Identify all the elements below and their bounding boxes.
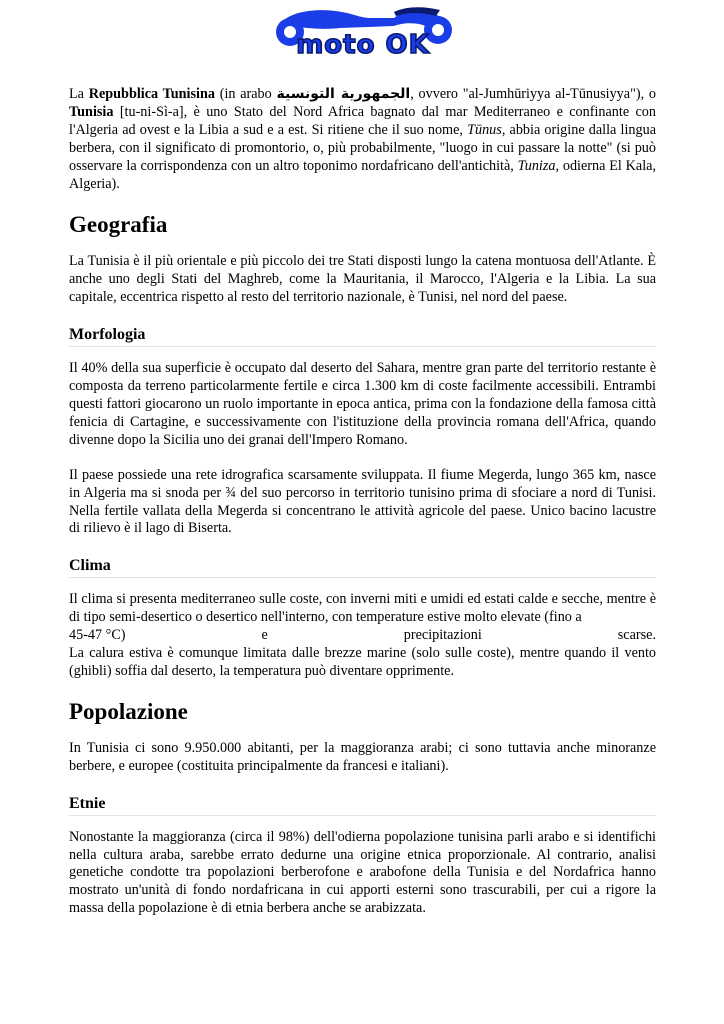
intro-paragraph: La Repubblica Tunisina (in arabo الجمهورية التونسية, ovvero "al-Jumhūriyya al-Tūnusiyya"), o Tunisia [tu-ni-Sì-a], è uno Stato del Nord Africa bagnato dal mar Mediterraneo e confinante con l'Algeria ad ovest e la Libia a sud e a est. Si ritiene che il suo nome, Tūnus, abbia origine dalla lingua berbera, con il significato di promontorio, o, più probabilmente, "luogo in cui passare la notte" (si può osservare la corrispondenza con un altro toponimo nordafricano dell'antichità, Tuniza, odierna El Kala, Algeria). [69, 86, 656, 192]
geografia-paragraph: La Tunisia è il più orientale e più piccolo dei tre Stati disposti lungo la catena montuosa dell'Atlante. È anche uno degli Stati del Maghreb, come la Mauritania, il Marocco, l'Algeria e la Libia. La sua capitale, eccentrica rispetto al resto del territorio nazionale, è Tunisi, nel nord del paese. [69, 253, 656, 306]
article-body [69, 86, 656, 918]
heading-etnie: Etnie [69, 793, 656, 816]
moto-ok-logo [244, 6, 482, 58]
clima-block [69, 591, 656, 681]
popolazione-paragraph: In Tunisia ci sono 9.950.000 abitanti, per la maggioranza arabi; ci sono tuttavia anche minoranze berbere, e europee (costituita principalmente da francesi e italiani). [69, 739, 656, 774]
heading-clima: Clima [69, 555, 656, 578]
etnie-paragraph: Nonostante la maggioranza (circa il 98%) dell'odierna popolazione tunisina parli arabo e si identifichi nella cultura araba, sarebbe errato dedurne una origine etnica proporzionale. Al contrario, analisi genetiche condotte tra popolazioni berberofone e arabofone della Tunisia e del Nordafrica hanno mostrato un'unità di fondo nordafricana in cui apporti esterni sono trascurabili, per cui a rigore la massa della popolazione è di etnia berbera anche se arabizzata. [69, 828, 656, 917]
tunus-italic: Tūnus [467, 121, 502, 138]
clima-paragraph-1: Il clima si presenta mediterraneo sulle coste, con inverni miti e umidi ed estati calde e secche, mentre è di tipo semi-desertico o desertico nell'interno, con temperature estive molto elevate (fino a [69, 591, 656, 626]
clima-paragraph-2: La calura estiva è comunque limitata dalle brezze marine (solo sulle coste), mentre quando il vento (ghibli) soffia dal deserto, la temperatura può diventare opprimente. [69, 645, 656, 679]
morfologia-paragraph-1: Il 40% della sua superficie è occupato dal deserto del Sahara, mentre gran parte del territorio restante è composta da terreno particolarmente fertile e circa 1.300 km di coste facilmente accessibili. Entrambi questi fattori giocarono un ruolo importante in epoca antica, prima con la fondazione della famosa città fenicia di Cartagine, e successivamente con l'istituzione della provincia romana dell'Africa, quando divenne dopo la Sicilia uno dei granai dell'Impero Romano. [69, 360, 656, 448]
tunisia-bold: Tunisia [69, 103, 114, 120]
logo-text: moto OK [296, 30, 430, 58]
tuniza-italic: Tuniza [517, 157, 556, 174]
arabic-name: الجمهورية التونسية [276, 86, 411, 102]
heading-geografia: Geografia [69, 212, 168, 238]
morfologia-paragraph-2: Il paese possiede una rete idrografica scarsamente sviluppata. Il fiume Megerda, lungo 365 km, nasce in Algeria ma si snoda per ¾ del suo percorso in territorio tunisino prima di sfociare a nord di Tunisi. Nella fertile vallata della Megerda si concentrano le attività agricole del paese. Unico bacino lacustre di rilievo è il lago di Biserta. [69, 466, 656, 537]
clima-justified-line: 45-47 °C) e precipitazioni scarse. [69, 627, 656, 644]
country-name-bold: Repubblica Tunisina [88, 86, 215, 102]
heading-morfologia: Morfologia [69, 324, 656, 347]
heading-popolazione: Popolazione [69, 698, 188, 724]
